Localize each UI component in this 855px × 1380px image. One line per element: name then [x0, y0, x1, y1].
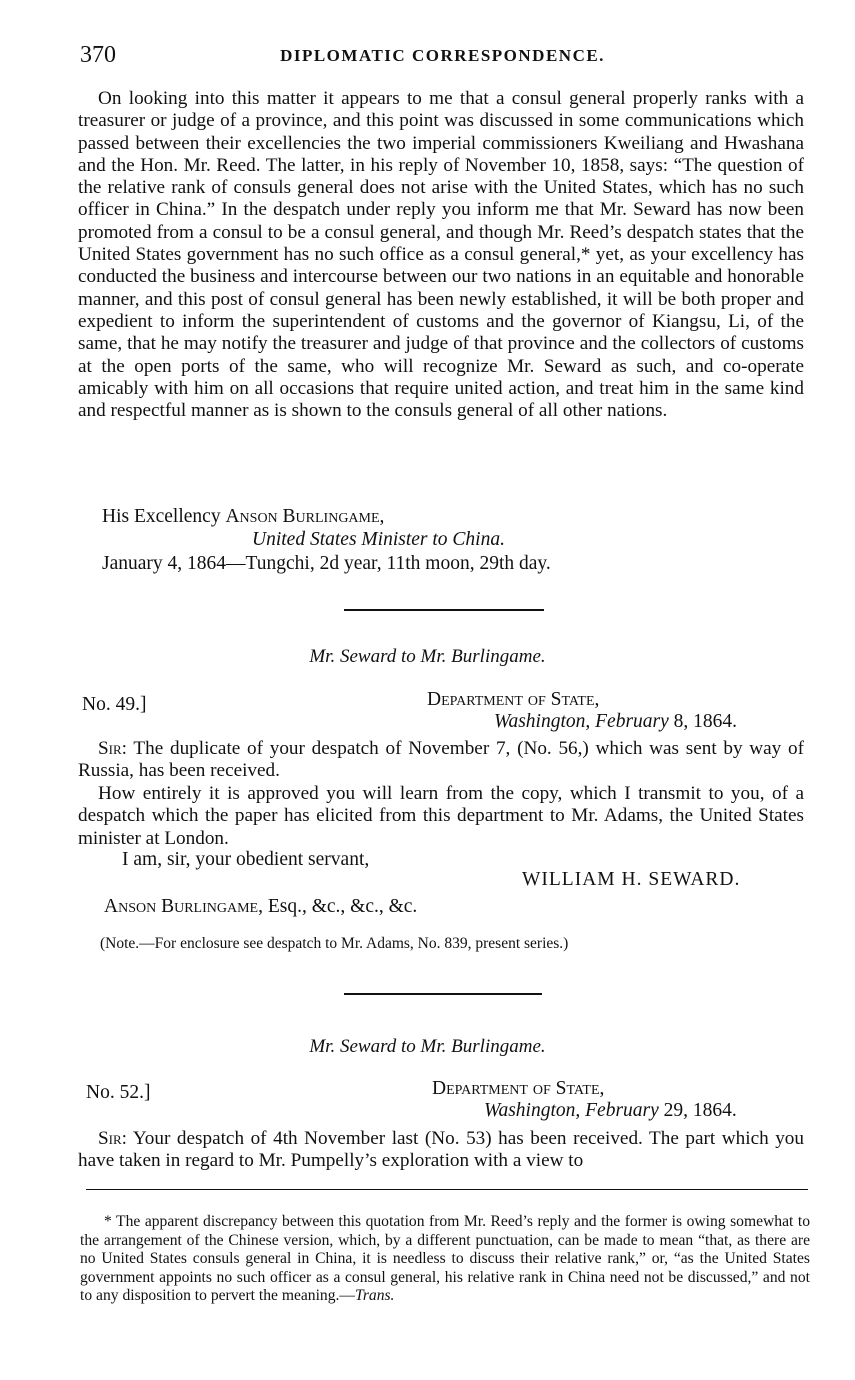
running-head: DIPLOMATIC CORRESPONDENCE. — [280, 46, 605, 65]
letter2-place-date — [494, 711, 737, 733]
recipient-name: Anson Burlingame, — [104, 896, 263, 917]
letter3-department: Department of State, — [432, 1078, 605, 1099]
letter1-date-line: January 4, 1864—Tungchi, 2d year, 11th moon, 29th day. — [102, 553, 551, 574]
addressee-prefix: His Excellency — [102, 506, 221, 527]
letter2-recipient — [104, 896, 417, 918]
page-number: 370 — [80, 42, 116, 68]
addressee-title: United States Minister to China. — [252, 529, 505, 550]
letter2-place: Washington, February — [494, 711, 669, 732]
letter3-paragraph-1 — [78, 1128, 804, 1173]
footnote-attribution: Trans. — [355, 1287, 395, 1304]
letter1-body: On looking into this matter it appears to me that a consul general properly ranks with a treasurer or judge of a province, and this point was discussed in some communications which passed between their excellencies the two imperial commissioners Kweiliang and Hwashana and the Hon. Mr. Reed. The latter, in his reply of November 10, 1858, says: “The question of the relative rank of consuls general does not arise with the United States, which has no such officer in China.” In the despatch under reply you inform me that Mr. Seward has now been promoted from a consul to be a consul general, and though Mr. Reed’s despatch states that the United States government has no such office as a consul general,* yet, as your excellency has conducted the business and intercourse between our two nations in an equitable and honorable manner, and this post of consul general has been newly established, it will be both proper and expedient to inform the superintendent of customs and the governor of Kiangsu, Li, of the same, that he may notify the treasurer and judge of that province and the collectors of customs at the open ports of the same, who will recognize Mr. Seward as such, and co-operate amicably with him on all occasions that require united action, and treat him in the same kind and respectful manner as is shown to the consuls general of all other nations. — [78, 88, 804, 422]
letter3-date: 29, 1864. — [658, 1100, 737, 1121]
footnote-rule — [86, 1189, 808, 1190]
letter2-paragraph-1 — [78, 738, 804, 783]
letter2-date: 8, 1864. — [668, 711, 738, 732]
section-divider — [344, 993, 542, 995]
letter3-place-date — [484, 1100, 737, 1122]
footnote-body: * The apparent discrepancy between this quotation from Mr. Reed’s reply and the former is owing somewhat to the arrangement of the Chinese version, which, by a different punctuation, can be made to mean “that, as there are no United States consuls general in China, it is needless to discuss their relative rank,” or, “as the United States government appoints no such officer as a consul general, his relative rank in China need not be discussed,” and not to any disposition to pervert the meaning.— — [80, 1213, 810, 1304]
section-divider — [344, 609, 544, 611]
enclosure-note: (Note.—For enclosure see despatch to Mr. Adams, No. 839, present series.) — [100, 935, 569, 952]
letter3-number: No. 52.] — [86, 1082, 151, 1103]
paragraph-text: Your despatch of 4th November last (No. 53) has been received. The part which you have taken in regard to Mr. Pumpelly’s exploration with a view to — [78, 1128, 804, 1172]
salutation: Sir: — [98, 1128, 128, 1149]
letter2-heading: Mr. Seward to Mr. Burlingame. — [309, 646, 546, 667]
letter3-place: Washington, February — [484, 1100, 659, 1121]
recipient-suffix: Esq., &c., &c., &c. — [262, 896, 418, 917]
letter1-addressee — [102, 506, 384, 528]
footnote — [80, 1213, 810, 1306]
footnote-text — [80, 1213, 810, 1306]
paragraph-text: The duplicate of your despatch of November 7, (No. 56,) which was sent by way of Russia, has been received. — [78, 738, 804, 782]
letter2-closing: I am, sir, your obedient servant, — [122, 849, 370, 870]
salutation: Sir: — [98, 738, 128, 759]
letter2-paragraph-2: How entirely it is approved you will learn from the copy, which I transmit to you, of a despatch which the paper has elicited from this department to Mr. Adams, the United States minister at London. — [78, 783, 804, 849]
letter2-department: Department of State, — [427, 689, 600, 710]
addressee-name: Anson Burlingame, — [225, 506, 385, 527]
page-header — [80, 42, 805, 72]
letter2-signature: WILLIAM H. SEWARD. — [522, 869, 741, 890]
letter2-number: No. 49.] — [82, 694, 147, 715]
letter3-heading: Mr. Seward to Mr. Burlingame. — [309, 1036, 546, 1057]
